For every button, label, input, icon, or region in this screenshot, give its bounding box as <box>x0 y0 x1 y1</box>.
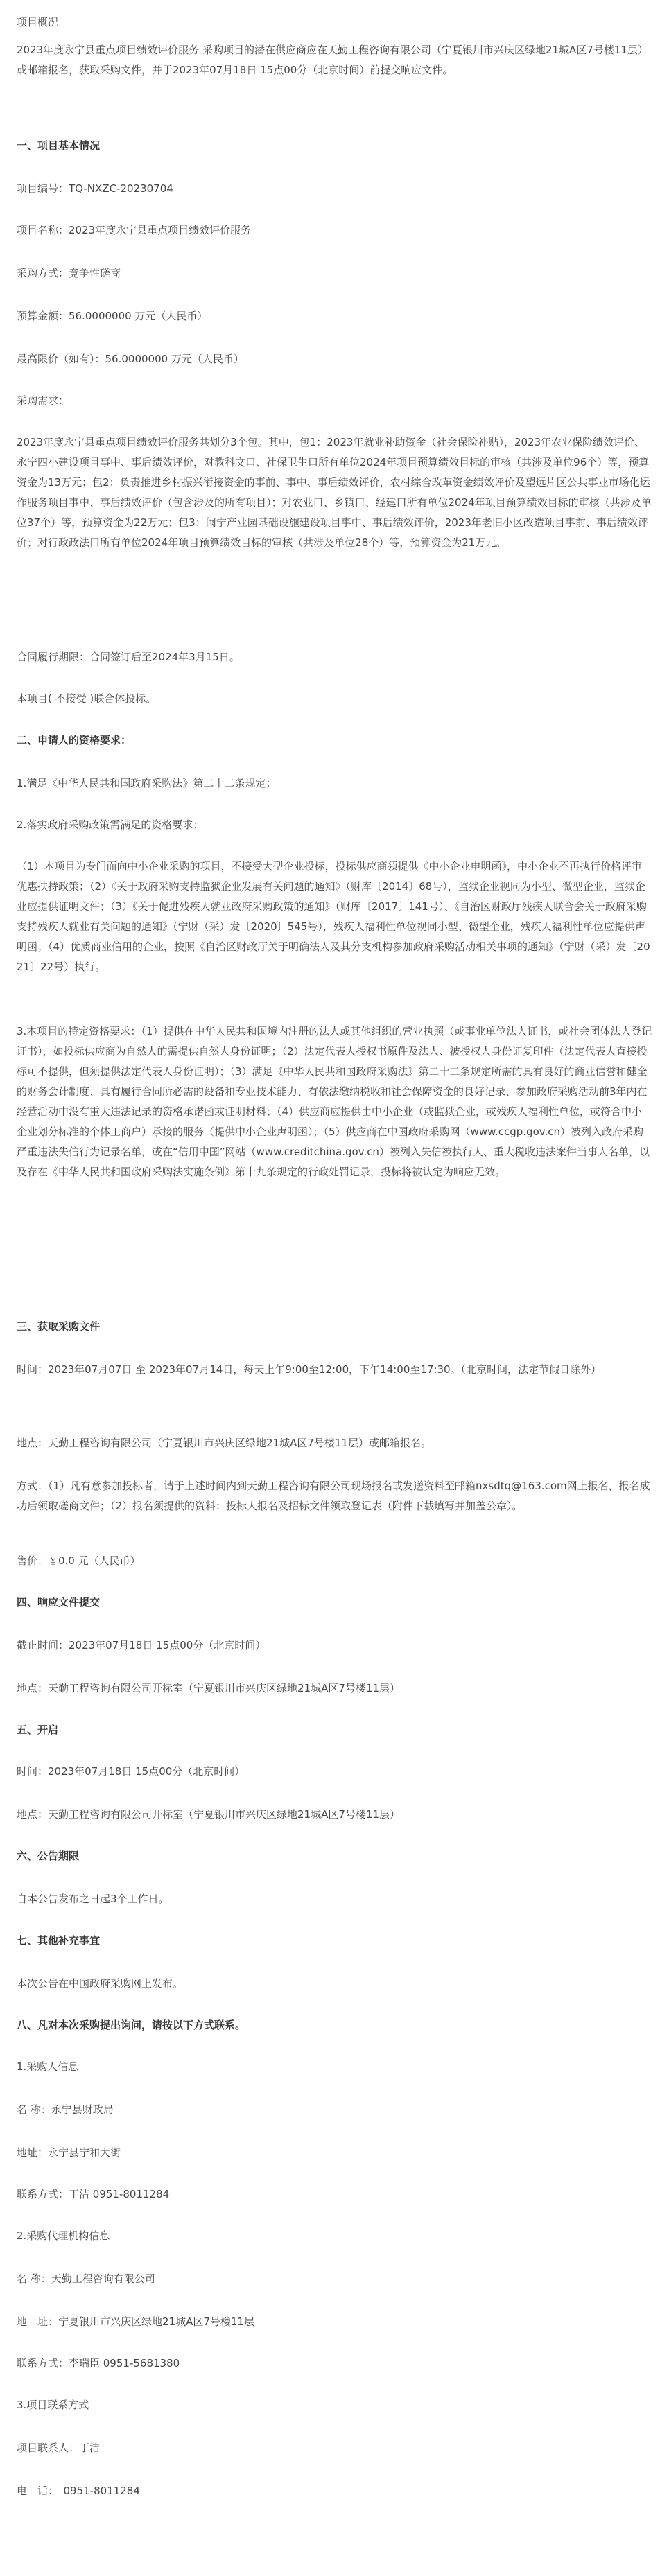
paragraph: 项目联系人：丁洁 <box>17 2442 101 2454</box>
section-heading: 七、其他补充事宜 <box>17 1934 101 1947</box>
paragraph: 合同履行期限：合同签订后至2024年3月15日。 <box>17 651 240 663</box>
paragraph: 项目名称：2023年度永宁县重点项目绩效评价服务 <box>17 224 252 236</box>
paragraph: 2.采购代理机构信息 <box>17 2229 110 2242</box>
paragraph: 3.本项目的特定资格要求：（1）提供在中华人民共和国境内注册的法人或其他组织的营业执照（或事业单位法人证书，或社会团体法人登记证书），如投标供应商为自然人的需提供自然人身份证明；（2）法定代表人授权书原件及法人、被授权人身份证复印件（法定代表人直接投标可不提供，但须提供法定代表人身份证明）；（3）满足《中华人民共和国政府采购法》第二十二条规定所需的具有良好的商业信誉和健全的财务会计制度、具有履行合同所必需的设备和专业技术能力、有依法缴纳税收和社会保障资金的良好记录、参加政府采购活动前3年内在经营活动中没有重大违法记录的资格承诺函或证明材料；（4）供应商应提供由中小企业（或监狱企业，或残疾人福利性单位，或符合中小企业划分标准的个体工商户）承接的服务（提供中小企业声明函）；（5）供应商在中国政府采购网（www.ccgp.gov.cn）被列入政府采购严重违法失信行为记录名单，或在“信用中国”网站（www.creditchina.gov.cn）被列入失信被执行人、重大税收违法案件当事人名单，以及存在《中华人民共和国政府采购法实施条例》第十九条规定的行政处罚记录，投标将被认定为响应无效。 <box>17 1025 652 1178</box>
paragraph: 本项目( 不接受 )联合体投标。 <box>17 692 157 705</box>
section-heading: 六、公告期限 <box>17 1850 80 1862</box>
paragraph: 1.满足《中华人民共和国政府采购法》第二十二条规定； <box>17 777 277 789</box>
paragraph: （1）本项目为专门面向中小企业采购的项目，不接受大型企业投标，投标供应商须提供《中小企业申明函》，中小企业不再执行价格评审优惠扶持政策；（2）《关于政府采购支持监狱企业发展有关问题的通知》（财库〔2014〕68号），监狱企业视同为小型、微型企业，监狱企业应提供证明文件；（3）《关于促进残疾人就业政府采购政策的通知》（财库〔2017〕141号）、《自治区财政厅残疾人联合会关于政府采购支持残疾人就业有关问题的通知》（宁财（采）发〔2020〕545号），残疾人福利性单位视同小型、微型企业，残疾人福利性单位应提供声明函；（4）优质商业信用的企业，按照《自治区财政厅关于明确法人及其分支机构参加政府采购活动相关事项的通知》（宁财（采）发〔2021〕22号）执行。 <box>17 860 650 973</box>
section-heading: 二、申请人的资格要求： <box>17 734 132 746</box>
paragraph: 地 址：宁夏银川市兴庆区绿地21城A区7号楼11层 <box>17 2315 254 2328</box>
paragraph: 联系方式：李瑞臣 0951-5681380 <box>17 2357 180 2369</box>
paragraph: 地址：永宁县宁和大街 <box>17 2146 121 2159</box>
paragraph: 2023年度永宁县重点项目绩效评价服务 采购项目的潜在供应商应在天勤工程咨询有限公司（宁夏银川市兴庆区绿地21城A区7号楼11层）或邮箱报名，获取采购文件，并于2023年07月18日 15点00分（北京时间）前提交响应文件。 <box>17 44 648 76</box>
paragraph: 3.项目联系方式 <box>17 2399 89 2411</box>
paragraph: 名 称：永宁县财政局 <box>17 2103 114 2116</box>
paragraph: 项目概况 <box>17 16 59 28</box>
paragraph: 项目编号：TQ-NXZC-20230704 <box>17 182 173 195</box>
paragraph: 售价：￥0.0 元（人民币） <box>17 1554 141 1567</box>
paragraph: 名 称：天勤工程咨询有限公司 <box>17 2272 155 2285</box>
paragraph: 2023年度永宁县重点项目绩效评价服务共划分3个包。其中，包1：2023年就业补助资金（社会保险补贴），2023年农业保险绩效评价、永宁四小建设项目事中、事后绩效评价，对教科文口、社保卫生口所有单位2024年项目预算绩效目标的审核（共涉及单位96个）等，预算资金为13万元；包2：负责推进乡村振兴衔接资金的事前、事中、事后绩效评价，农村综合改革资金绩效评价及望远片区公共事业市场化运作服务项目事中、事后绩效评价（包含涉及的所有项目）；对农业口、乡镇口、经建口所有单位2024年项目预算绩效目标的审核（共涉及单位37个）等，预算资金为22万元；包3：闽宁产业园基础设施建设项目事中、事后绩效评价，2023年老旧小区改造项目事前、事后绩效评价；对行政政法口所有单位2024年项目预算绩效目标的审核（共涉及单位28个）等，预算资金为21万元。 <box>17 436 652 549</box>
paragraph: 地点：天勤工程咨询有限公司开标室（宁夏银川市兴庆区绿地21城A区7号楼11层） <box>17 1808 400 1821</box>
paragraph: 1.采购人信息 <box>17 2060 79 2073</box>
paragraph: 采购需求： <box>17 394 69 407</box>
paragraph: 电 话： 0951-8011284 <box>17 2485 140 2497</box>
section-heading: 一、项目基本情况 <box>17 139 101 152</box>
paragraph: 截止时间：2023年07月18日 15点00分（北京时间） <box>17 1639 266 1651</box>
paragraph: 最高限价（如有）：56.0000000 万元（人民币） <box>17 353 244 365</box>
paragraph: 联系方式：丁洁 0951-8011284 <box>17 2188 170 2200</box>
section-heading: 三、获取采购文件 <box>17 1320 101 1333</box>
paragraph: 地点：天勤工程咨询有限公司（宁夏银川市兴庆区绿地21城A区7号楼11层）或邮箱报名。 <box>17 1437 431 1449</box>
section-heading: 八、凡对本次采购提出询问，请按以下方式联系。 <box>17 2019 246 2031</box>
paragraph: 时间：2023年07月18日 15点00分（北京时间） <box>17 1765 245 1778</box>
paragraph: 自本公告发布之日起3个工作日。 <box>17 1893 169 1905</box>
paragraph: 采购方式：竞争性磋商 <box>17 267 121 279</box>
section-heading: 四、响应文件提交 <box>17 1596 101 1609</box>
section-heading: 五、开启 <box>17 1724 59 1736</box>
paragraph: 本次公告在中国政府采购网上发布。 <box>17 1977 184 1990</box>
paragraph: 地点：天勤工程咨询有限公司开标室（宁夏银川市兴庆区绿地21城A区7号楼11层） <box>17 1682 400 1694</box>
paragraph: 2.落实政府采购政策需满足的资格要求： <box>17 818 204 831</box>
paragraph: 时间：2023年07月07日 至 2023年07月14日，每天上午9:00至12:00，下午14:00至17:30。（北京时间，法定节假日除外） <box>17 1363 602 1376</box>
paragraph: 方式：（1）凡有意参加投标者，请于上述时间内到天勤工程咨询有限公司现场报名或发送资料至邮箱nxsdtq@163.com网上报名，报名成功后领取磋商文件；（2）报名须提供的资料：投标人报名及招标文件领取登记表（附件下载填写并加盖公章）。 <box>17 1480 650 1512</box>
paragraph: 预算金额：56.0000000 万元（人民币） <box>17 310 208 322</box>
